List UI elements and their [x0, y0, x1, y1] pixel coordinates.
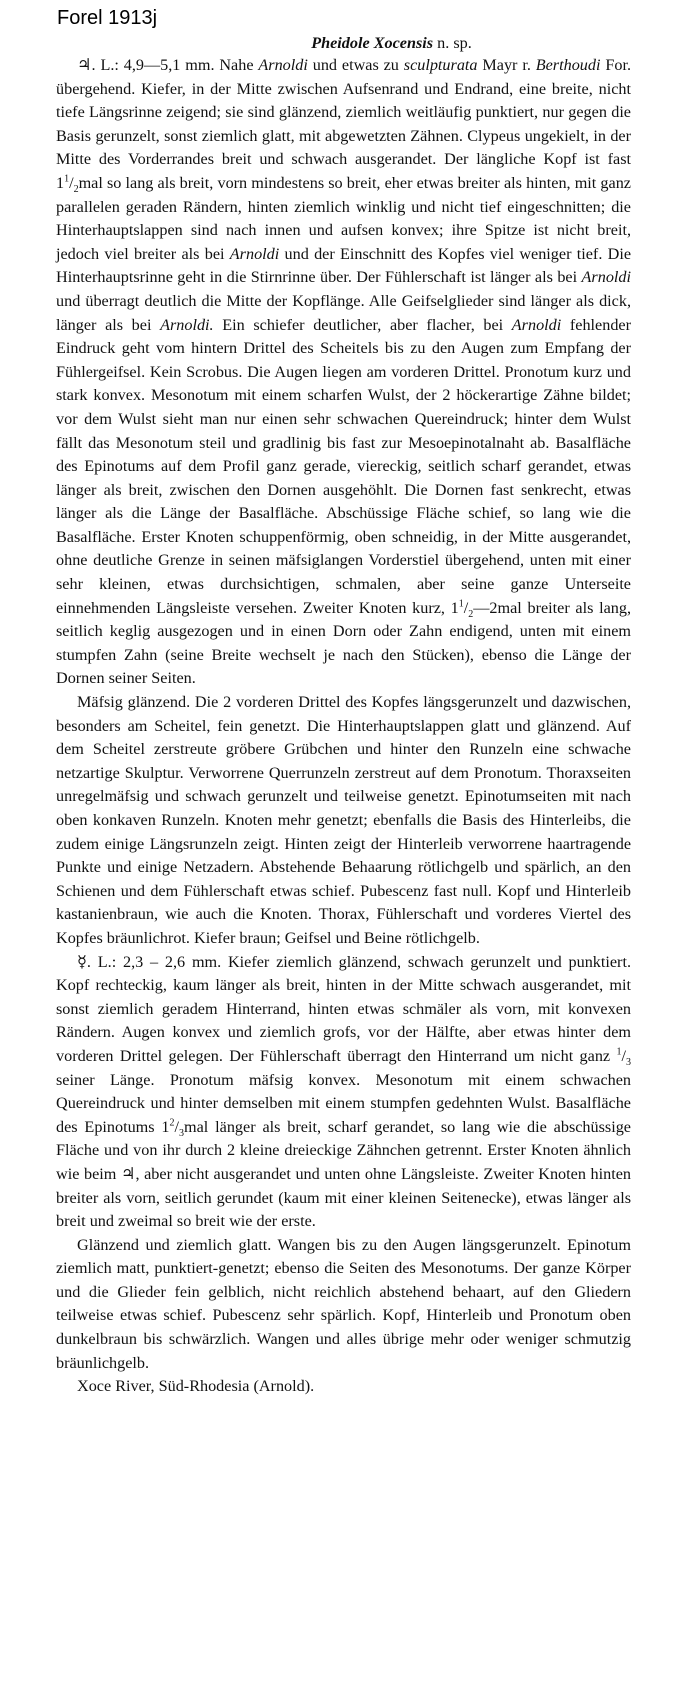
female-sign: ♃. — [77, 56, 96, 74]
worker-sign: ☿. — [77, 952, 91, 971]
female-sculpture-paragraph: Mäfsig glänzend. Die 2 vorderen Drittel des Kopfes längsgerunzelt und dazwischen, besonders am Scheitel, fein genetzt. Die Hinterhauptslappen glatt und glänzend. Auf dem Scheitel zerstreute gröbere Grübchen und hinter den Runzeln eine schwache netzartige Skulptur. Verworrene Querrunzeln zerstreut auf dem Pronotum. Thoraxseiten unregelmäfsig und schwach gerunzelt und teilweise genetzt. Epinotumseiten mit nach oben konkaven Runzeln. Knoten mehr genetzt; ebenfalls die Basis des Hinterleibs, die zudem einige Längsrunzeln zeigt. Hinten zeigt der Hinterleib verworrene haartragende Punkte und einige Netzadern. Abstehende Behaarung rötlichgelb und spärlich, an den Schienen und dem Fühlerschaft etwas schief. Pubescenz fast null. Kopf und Hinterleib kastanienbraun, wie auch die Knoten. Thorax, Fühlerschaft und vorderes Viertel des Kopfes bräunlichrot. Kiefer braun; Geifsel und Beine rötlichgelb. — [56, 693, 631, 947]
text-run: Ein schiefer deutlicher, aber flacher, bei — [213, 315, 512, 334]
document-page — [56, 32, 631, 1399]
text-run: —2mal breiter als lang, seitlich keglig ausgezogen und in einen Dorn oder Zahn endigend, unten mit einem stumpfen Zahn (seine Breite wechselt je nach den Stücken), ebenso die Länge der Dornen seiner Seiten. — [56, 598, 631, 688]
fraction-denominator: 3 — [179, 1127, 185, 1139]
taxon-ref: Arnoldi — [258, 56, 308, 74]
taxon-ref: sculpturata — [403, 56, 478, 74]
fraction-numerator: 1 — [616, 1046, 622, 1058]
female-sign-ref: ♃ — [120, 1164, 136, 1183]
text-run: For. übergehend. Kiefer, in der Mitte zwischen Aufsenrand und Endrand, eine breite, nicht tiefe Längsrinne zeigend; sie sind glänzend, ziemlich weitläufig punktiert, nur gegen die Basis gerunzelt, sonst ziemlich glatt, mit abgewetzten Zähnen. Clypeus ungekielt, in der Mitte des Vorderrandes breit und schwach ausgerandet. Der längliche Kopf ist fast 1 — [56, 56, 631, 192]
text-run: mal länger als breit, scharf gerandet, so lang wie die abschüssige Fläche und von ihr durch 2 kleine dreieckige Zähnchen getrennt. Erster Knoten ähnlich wie beim — [56, 1117, 631, 1183]
taxon-ref: Arnoldi — [511, 315, 562, 334]
fraction-denominator: 3 — [626, 1057, 631, 1069]
species-suffix: n. sp. — [437, 34, 472, 52]
text-run: , aber nicht ausgerandet und unten ohne Längsleiste. Zweiter Knoten hinten breiter als vorn, seitlich gerundet (kaum mit einer kleinen Seitenecke), etwas länger als breit und zweimal so breit wie der erste. — [56, 1164, 631, 1231]
female-description: ♃. L.: 4,9—5,1 mm. Nahe Arnoldi und etwas zu sculpturata Mayr r. Berthoudi For. übergehend. Kiefer, in der Mitte zwischen Aufsenrand und Endrand, eine breite, nicht tiefe Längsrinne zeigend; sie sind glänzend, ziemlich weitläufig punktiert, nur gegen die Basis gerunzelt, sonst ziemlich glatt, mit abgewetzten Zähnen. Clypeus ungekielt, in der Mitte des Vorderrandes breit und schwach ausgerandet. Der längliche Kopf ist fast $1^1/_2mal$ so lang als breit, vorn mindestens so breit, eher etwas breiter als hinten, mit ganz parallelen geraden Rändern, hinten ziemlich winklig und nicht tief eingeschnitten; die Hinterhauptslappen sind nach innen und aufsen konvex; ihre Spitze ist nicht breit, jedoch viel breiter als bei Arnoldi und der Einschnitt des Kopfes viel weniger tief. Die Hinterhauptsrinne geht in die Stirnrinne über. Der Fühlerschaft ist länger als bei Arnoldi und überragt deutlich die Mitte der Kopflänge. Alle Geifselglieder sind länger als dick, länger als bei Arnoldi. Ein schiefer deutlicher, aber flacher, bei Arnoldi fehlender Eindruck geht vom hintern Drittel des Scheitels bis zu den Augen zum Empfang der Fühlergeifsel. Kein Scrobus. Die Augen liegen am vorderen Drittel. Pronotum kurz und stark konvex. Mesonotum mit einem scharfen Wulst, der 2 höckerartige Zähne bildet; vor dem Wulst sieht man nur einen sehr schwachen Quereindruck; hinter dem Wulst fällt das Mesonotum steil und gradlinig bis fast zur Mesoepinotalnaht ab. Basalfläche des Epinotums auf dem Profil ganz gerade, viereckig, seitlich scharf gerandet, etwas länger als breit, zwischen den Dornen ausgehöhlt. Die Dornen fast senkrecht, etwas länger als die Länge der Basalfläche. Abschüssige Fläche schief, so lang wie die Basalfläche. Erster Knoten schuppenförmig, oben schneidig, in der Mitte ausgerandet, ohne deutliche Grenze in seinen mäfsiglangen Vorderstiel übergehend, unten mit einer sehr kleinen, etwas durchsichtigen, schmalen, aber seine ganze Unterseite einnehmenden Längsleiste versehen. Zweiter Knoten kurz, $1^1/_2—2mal$ breiter als lang, seitlich keglig ausgezogen und in einen Dorn oder Zahn endigend, unten mit einem stumpfen Zahn (seine Breite wechselt je nach den Stücken), ebenso die Länge der Dornen seiner Seiten. — [56, 56, 632, 688]
species-title — [152, 32, 631, 54]
text-run: und etwas zu — [307, 56, 404, 74]
fraction-numerator: 1 — [458, 598, 464, 610]
text-run: Mayr r. — [477, 56, 536, 74]
text-run: seiner Länge. Pronotum mäfsig konvex. Mesonotum mit einem schwachen Quereindruck und hinter demselben mit einem stumpfen gedehnten Wulst. Basalfläche des Epinotums 1 — [56, 1070, 631, 1136]
fraction-numerator: 2 — [169, 1117, 175, 1129]
fraction-numerator: 1 — [64, 173, 70, 185]
taxon-ref: Arnoldi. — [160, 315, 214, 334]
locality-line: Xoce River, Süd-Rhodesia (Arnold). — [77, 1377, 315, 1396]
taxon-ref: Berthoudi — [535, 56, 601, 74]
fraction-denominator: 2 — [73, 184, 79, 196]
text-run: und überragt deutlich die Mitte der Kopflänge. Alle Geifselglieder sind länger als dick, länger als bei — [56, 291, 631, 334]
taxon-ref: Arnoldi — [581, 268, 631, 287]
text-run: mal so lang als breit, vorn mindestens so breit, eher etwas breiter als hinten, mit ganz parallelen geraden Rändern, hinten ziemlich winklig und nicht tief eingeschnitten; die Hinterhauptslappen sind nach innen und aufsen konvex; ihre Spitze ist nicht breit, jedoch viel breiter als bei — [56, 173, 631, 263]
worker-description: ☿. L.: 2,3 – 2,6 mm. Kiefer ziemlich glänzend, schwach gerunzelt und punktiert. Kopf rechteckig, kaum länger als breit, hinten in der Mitte schwach ausgerandet, mit sonst ziemlich geradem Hinterrand, hinten etwas schmäler als vorn, mit konvexen Rändern. Augen konvex und ziemlich grofs, vor der Hälfte, aber etwas hinter dem vorderen Drittel gelegen. Der Fühlerschaft überragt den Hinterrand um nicht ganz $^1/_3$ seiner Länge. Pronotum mäfsig konvex. Mesonotum mit einem schwachen Quereindruck und hinter demselben mit einem stumpfen gedehnten Wulst. Basalfläche des Epinotums $1^2/_3mal$ länger als breit, scharf gerandet, so lang wie die abschüssige Fläche und von ihr durch 2 kleine dreieckige Zähnchen getrennt. Erster Knoten ähnlich wie beim ♃, aber nicht ausgerandet und unten ohne Längsleiste. Zweiter Knoten hinten breiter als vorn, seitlich gerundet (kaum mit einer kleinen Seitenecke), etwas länger als breit und zweimal so breit wie der erste. — [56, 952, 631, 1231]
worker-sculpture-paragraph: Glänzend und ziemlich glatt. Wangen bis zu den Augen längsgerunzelt. Epinotum ziemlich matt, punktiert-genetzt; ebenso die Seiten des Mesonotums. Der ganze Körper und die Glieder fein gelblich, nicht reichlich abstehend behaart, auf den Gliedern teilweise etwas schief. Pubescenz sehr spärlich. Kopf, Hinterleib und Pronotum oben dunkelbraun bis schwärzlich. Wangen und alles übrige mehr oder weniger schmutzig bräunlichgelb. — [56, 1235, 631, 1372]
species-name: Pheidole Xocensis — [311, 34, 434, 52]
text-run: fehlender Eindruck geht vom hintern Drittel des Scheitels bis zu den Augen zum Empfang der Fühlergeifsel. Kein Scrobus. Die Augen liegen am vorderen Drittel. Pronotum kurz und stark konvex. Mesonotum mit einem scharfen Wulst, der 2 höckerartige Zähne bildet; vor dem Wulst sieht man nur einen sehr schwachen Quereindruck; hinter dem Wulst fällt das Mesonotum steil und gradlinig bis fast zur Mesoepinotalnaht ab. Basalfläche des Epinotums auf dem Profil ganz gerade, viereckig, seitlich scharf gerandet, etwas länger als breit, zwischen den Dornen ausgehöhlt. Die Dornen fast senkrecht, etwas länger als die Länge der Basalfläche. Abschüssige Fläche schief, so lang wie die Basalfläche. Erster Knoten schuppenförmig, oben schneidig, in der Mitte ausgerandet, ohne deutliche Grenze in seinen mäfsiglangen Vorderstiel übergehend, unten mit einer sehr kleinen, etwas durchsichtigen, schmalen, aber seine ganze Unterseite einnehmenden Längsleiste versehen. Zweiter Knoten kurz, 1 — [56, 315, 631, 617]
text-run: L.: 4,9—5,1 mm. Nahe — [100, 56, 259, 74]
fraction-denominator: 2 — [468, 608, 474, 620]
text-run: L.: 2,3 – 2,6 mm. Kiefer ziemlich glänzend, schwach gerunzelt und punktiert. Kopf rechteckig, kaum länger als breit, hinten in der Mitte schwach ausgerandet, mit sonst ziemlich geradem Hinterrand, hinten etwas schmäler als vorn, mit konvexen Rändern. Augen konvex und ziemlich grofs, vor der Hälfte, aber etwas hinter dem vorderen Drittel gelegen. Der Fühlerschaft überragt den Hinterrand um nicht ganz — [56, 952, 631, 1065]
document-header-label: Forel 1913j — [57, 7, 158, 29]
text-run: und der Einschnitt des Kopfes viel weniger tief. Die Hinterhauptsrinne geht in die Stirnrinne über. Der Fühlerschaft ist länger als bei — [56, 244, 632, 287]
taxon-ref: Arnoldi — [229, 244, 280, 263]
